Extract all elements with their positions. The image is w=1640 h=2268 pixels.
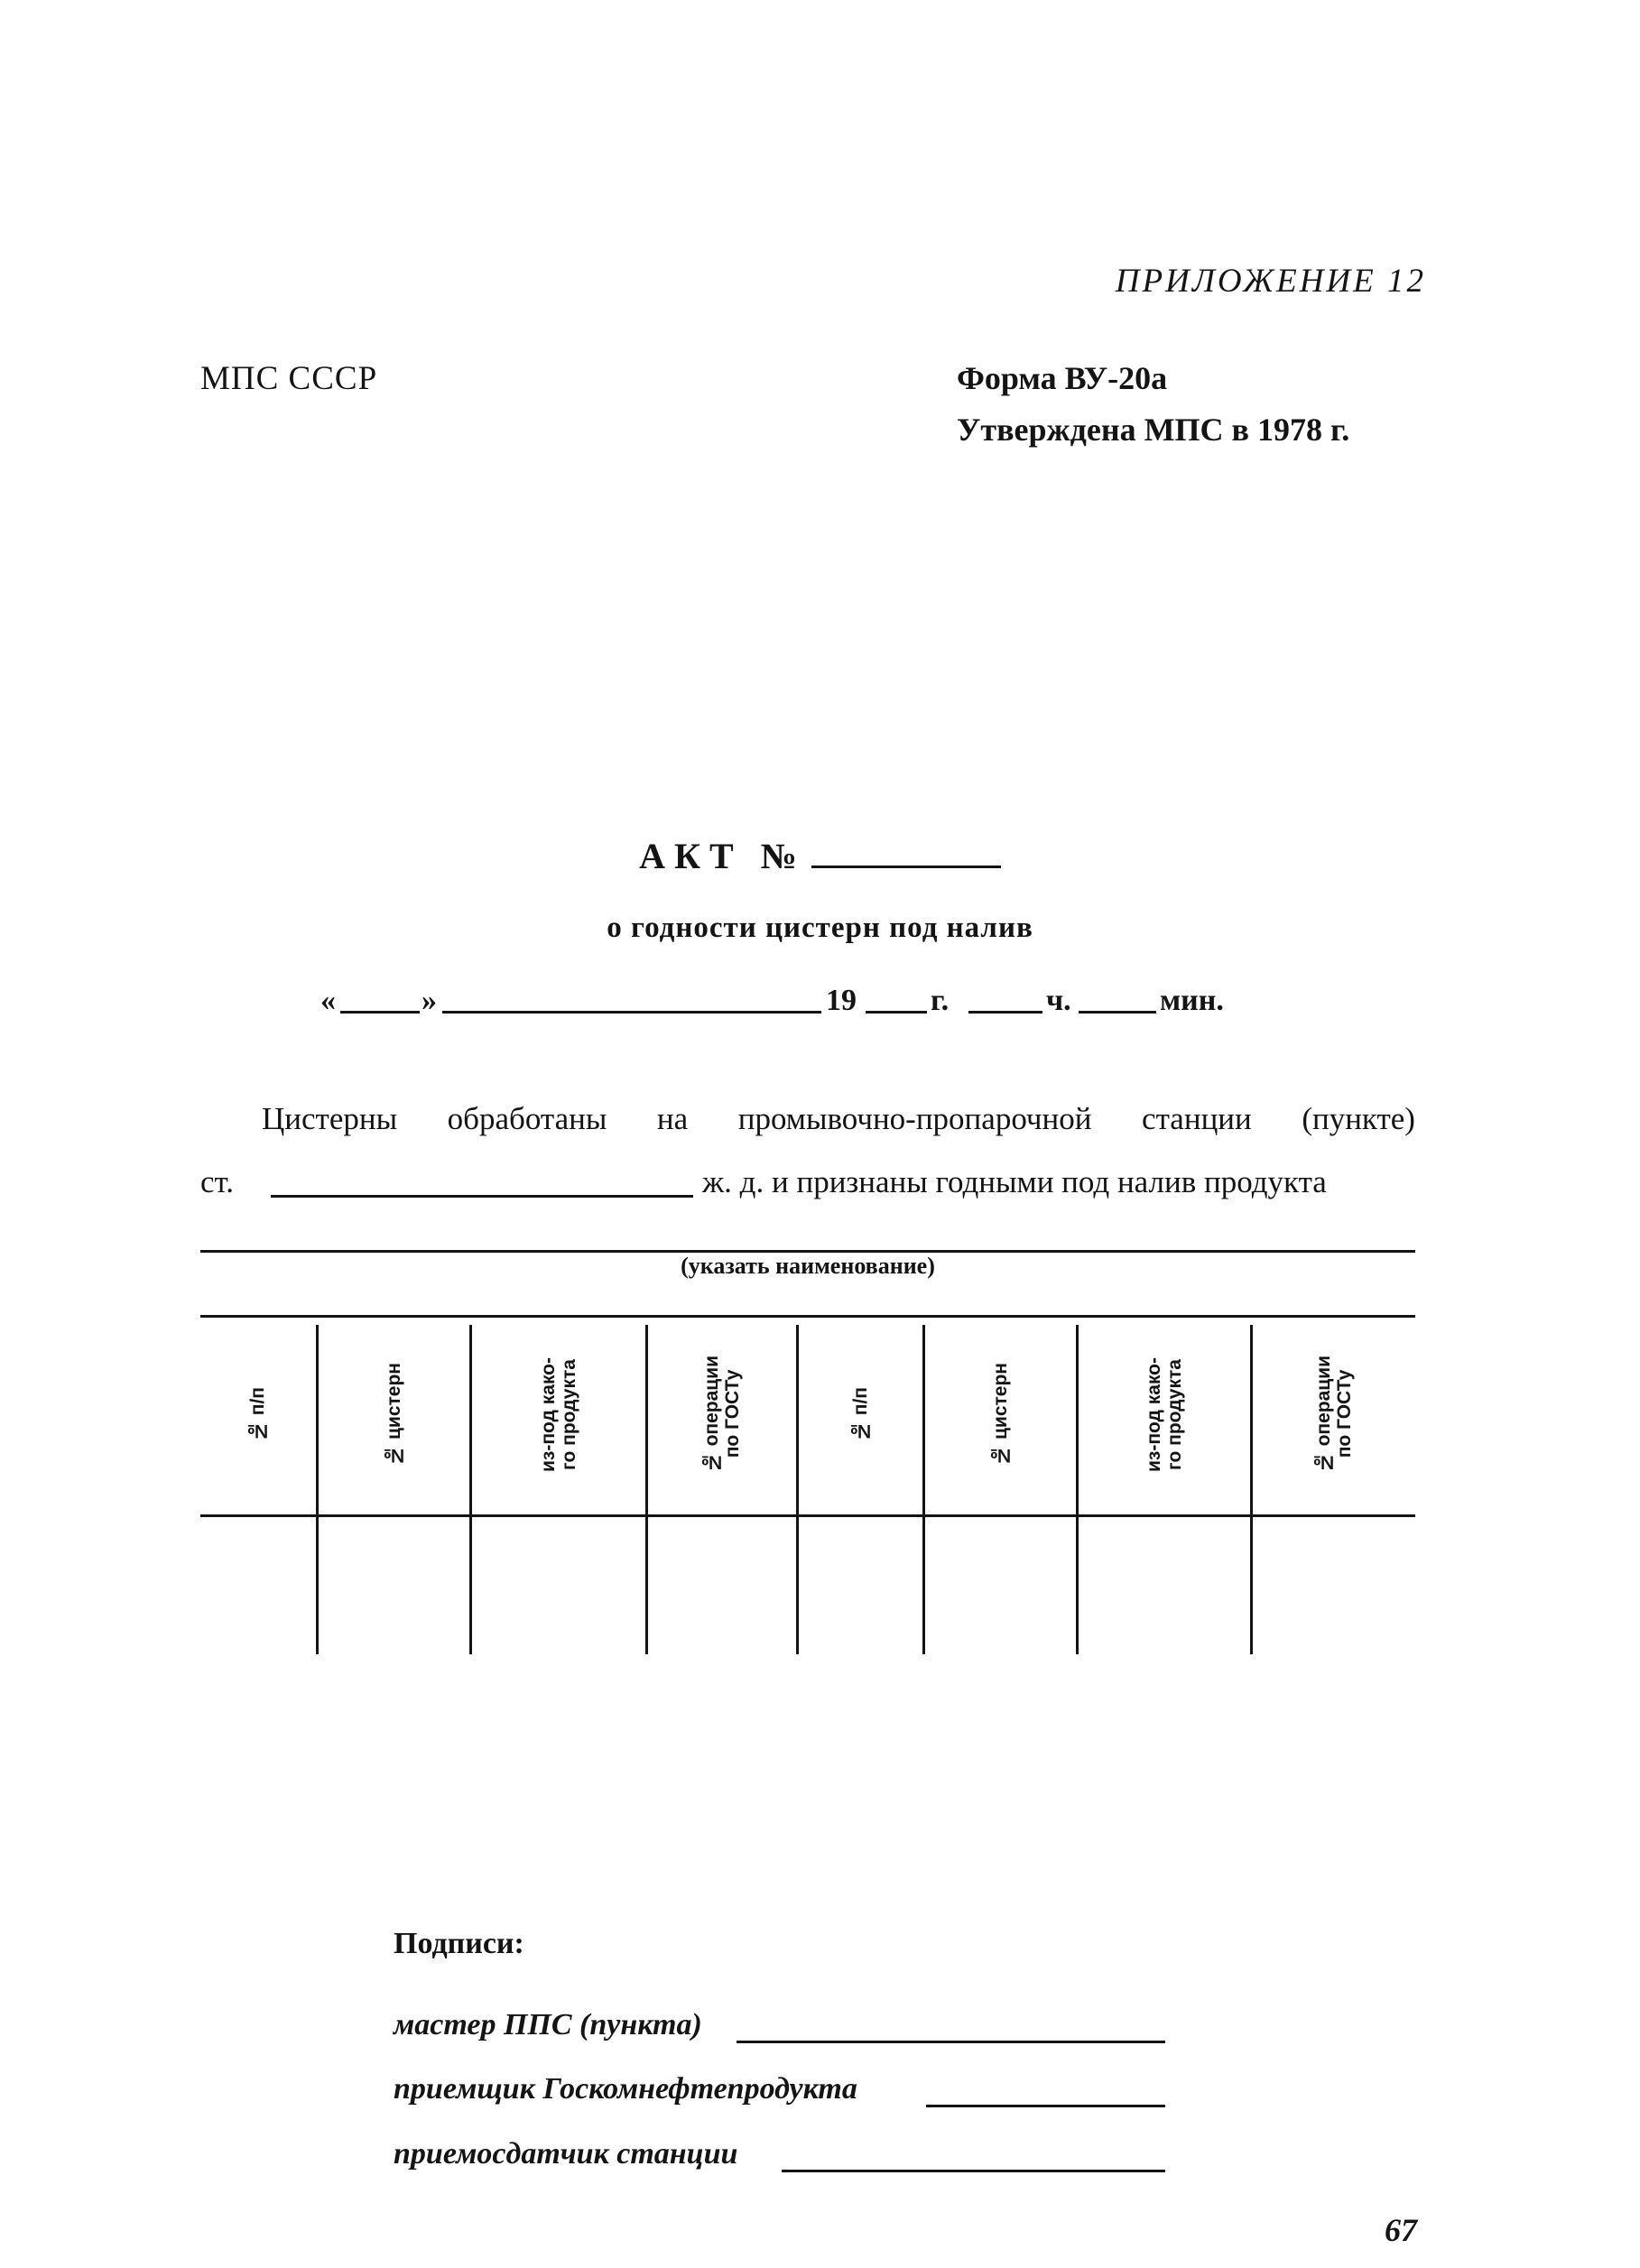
hours-blank[interactable] (968, 1011, 1042, 1014)
minutes-label: мин. (1160, 984, 1224, 1017)
ministry-label: МПС СССР (200, 360, 378, 397)
year-blank[interactable] (866, 1011, 927, 1014)
table-top-rule (200, 1315, 1415, 1318)
table-header-cell (799, 1319, 922, 1509)
table-header-cell (472, 1319, 645, 1509)
hours-label: ч. (1046, 984, 1071, 1017)
appendix-label: ПРИЛОЖЕНИЕ 12 (1115, 263, 1426, 300)
act-number-blank[interactable] (811, 838, 1001, 868)
year-suffix: г. (931, 984, 950, 1017)
product-name-caption: (указать наименование) (681, 1253, 935, 1279)
column-header-operation-number: № операции по ГОСТу (1312, 1356, 1355, 1473)
minutes-blank[interactable] (1079, 1011, 1156, 1014)
column-header-tank-number: № цистерн (989, 1363, 1011, 1466)
month-blank[interactable] (442, 1011, 821, 1014)
signature-row-receiver (394, 2072, 1206, 2117)
body-word: (пункте) (1302, 1101, 1415, 1136)
act-title-text: АКТ № (639, 836, 806, 876)
signature-label-station: приемосдатчик станции (394, 2137, 738, 2171)
signature-blank-station[interactable] (782, 2170, 1165, 2172)
date-close-quote: » (422, 984, 437, 1017)
station-prefix: ст. (200, 1164, 234, 1199)
form-name: Форма ВУ-20а (957, 360, 1168, 396)
column-header-row-number: № п/п (247, 1386, 269, 1442)
table-header-cell (200, 1319, 316, 1509)
signature-label-receiver: приемщик Госкомнефтепродукта (394, 2072, 857, 2106)
approval-note: Утверждена МПС в 1978 г. (957, 412, 1350, 448)
column-header-previous-product: из-под како- го продукта (1143, 1356, 1185, 1472)
signature-row-master (394, 2008, 1206, 2053)
table-header-cell (925, 1319, 1076, 1509)
column-header-tank-number: № цистерн (383, 1363, 404, 1466)
table-header-rule (200, 1514, 1415, 1517)
body-word: на (656, 1101, 689, 1136)
signature-blank-receiver[interactable] (926, 2105, 1165, 2107)
body-word: промывочно-пропарочной (737, 1101, 1092, 1136)
table-header-cell (648, 1319, 796, 1509)
signature-label-master: мастер ППС (пункта) (394, 2008, 702, 2041)
day-blank[interactable] (340, 1011, 420, 1014)
table-header-cell (319, 1319, 469, 1509)
body-line-2 (200, 1164, 1415, 1209)
signature-blank-master[interactable] (737, 2041, 1165, 2043)
page-number: 67 (1385, 2212, 1417, 2248)
table-header-cell (1079, 1319, 1250, 1509)
body-word: обработаны (447, 1101, 607, 1136)
act-subtitle: о годности цистерн под налив (607, 912, 1033, 944)
signature-row-station (394, 2137, 1206, 2182)
act-title (0, 835, 1640, 877)
line2-rest: ж. д. и признаны годными под налив продукта (702, 1164, 1327, 1199)
body-line-1 (262, 1101, 1415, 1137)
signatures-heading: Подписи: (394, 1927, 524, 1960)
table-header-cell (1253, 1319, 1415, 1509)
station-blank[interactable] (271, 1195, 693, 1198)
date-line (320, 984, 1295, 1029)
column-header-row-number: № п/п (849, 1386, 871, 1442)
column-header-previous-product: из-под како- го продукта (537, 1356, 579, 1472)
body-word: станции (1142, 1101, 1252, 1136)
year-prefix: 19 (826, 984, 857, 1017)
date-open-quote: « (320, 984, 336, 1017)
column-header-operation-number: № операции по ГОСТу (700, 1356, 743, 1473)
body-word: Цистерны (262, 1101, 398, 1136)
